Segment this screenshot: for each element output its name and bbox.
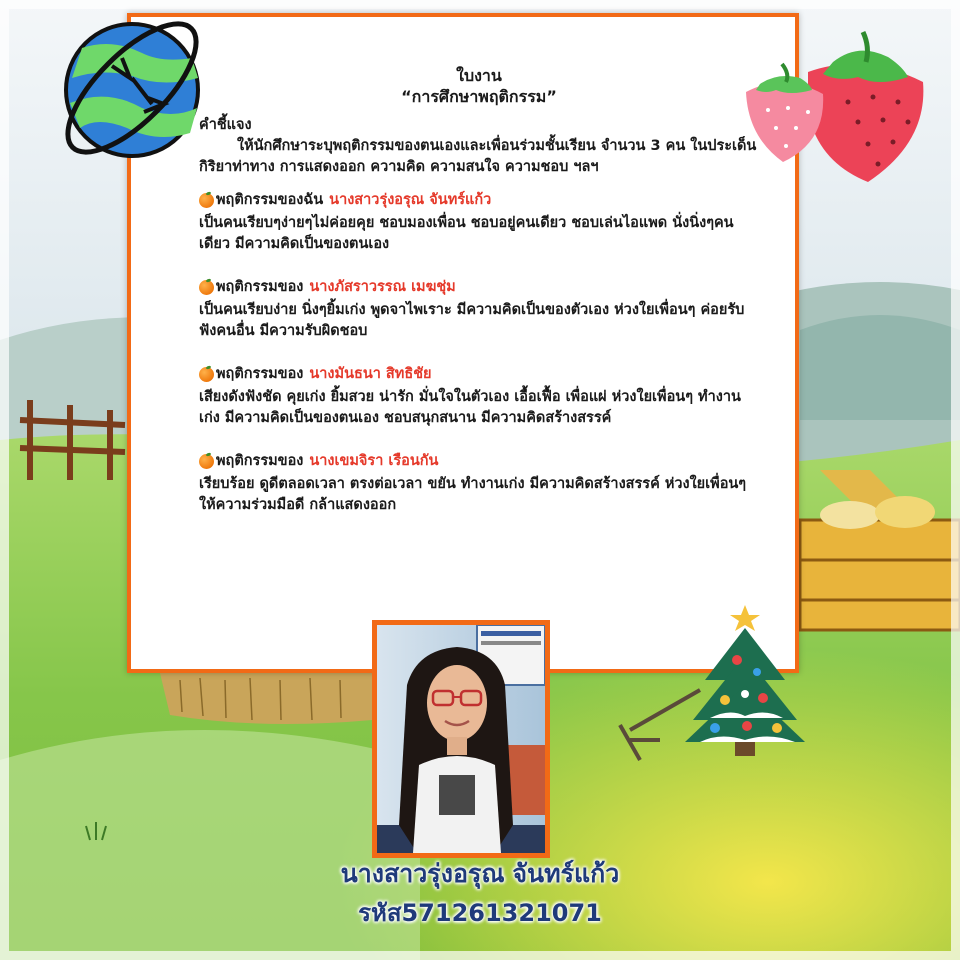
person-name: นางสาวรุ่งอรุณ จันทร์แก้ว xyxy=(329,192,492,208)
christmas-tree-icon xyxy=(685,600,810,760)
person-name: นางมันธนา สิทธิชัย xyxy=(309,366,432,382)
behavior-block xyxy=(199,190,759,255)
behavior-block xyxy=(199,364,759,429)
worksheet-title: ใบงาน xyxy=(456,66,502,85)
instructions-body: ให้นักศึกษาระบุพฤติกรรมของตนเองและเพื่อนร่วมชั้นเรียน จำนวน 3 คน ในประเด็นกิริยาท่าทาง การแสดงออก ความคิด ความสนใจ ความชอบ ฯลฯ xyxy=(199,138,757,175)
behavior-heading xyxy=(199,364,759,385)
behavior-description: เสียงดังฟังชัด คุยเก่ง ยิ้มสวย น่ารัก มั่นใจในตัวเอง เอื้อเฟื้อ เพื่อแผ่ ห่วงใยเพื่อนๆ ทำงานเก่ง มีความคิดเป็นของตนเอง ชอบสนุกสนาน มีความคิดสร้างสรรค์ xyxy=(199,389,741,426)
portrait-frame xyxy=(372,620,550,858)
behavior-heading xyxy=(199,190,759,211)
behavior-heading xyxy=(199,277,759,298)
worksheet-card xyxy=(127,13,799,673)
orange-fruit-icon xyxy=(199,454,214,469)
behavior-description: เรียบร้อย ดูดีตลอดเวลา ตรงต่อเวลา ขยัน ทำงานเก่ง มีความคิดสร้างสรรค์ ห่วงใยเพื่อนๆ ให้ความร่วมมือดี กล้าแสดงออก xyxy=(199,476,747,513)
behavior-heading xyxy=(199,451,759,472)
behavior-block xyxy=(199,277,759,342)
orange-fruit-icon xyxy=(199,280,214,295)
orange-fruit-icon xyxy=(199,367,214,382)
worksheet-text xyxy=(199,65,759,516)
person-name: นางภัสราวรรณ เมฆชุ่ม xyxy=(309,279,456,295)
person-name: นางเขมจิรา เรือนกัน xyxy=(309,453,439,469)
behavior-block xyxy=(199,451,759,516)
behavior-prefix: พฤติกรรมของ xyxy=(216,366,304,382)
caption-name: นางสาวรุ่งอรุณ จันทร์แก้ว xyxy=(340,859,620,888)
behavior-prefix: พฤติกรรมของฉัน xyxy=(216,192,324,208)
planet-icon xyxy=(52,8,212,168)
behavior-description: เป็นคนเรียบง่าย นิ่งๆยิ้มเก่ง พูดจาไพเราะ มีความคิดเป็นของตัวเอง ห่วงใยเพื่อนๆ ค่อยรับฟังคนอื่น มีความรับผิดชอบ xyxy=(199,302,745,339)
behavior-prefix: พฤติกรรมของ xyxy=(216,279,304,295)
behavior-description: เป็นคนเรียบๆง่ายๆไม่ค่อยคุย ชอบมองเพื่อน ชอบอยู่คนเดียว ชอบเล่นไอแพด นั่งนิ่งๆคนเดียว มีความคิดเป็นของตนเอง xyxy=(199,215,734,252)
portrait-photo xyxy=(377,625,545,853)
instructions-heading: คำชี้แจง xyxy=(199,117,252,133)
strawberry-icon xyxy=(738,22,928,192)
orange-fruit-icon xyxy=(199,193,214,208)
worksheet-subtitle: “การศึกษาพฤติกรรม” xyxy=(401,87,557,106)
behavior-prefix: พฤติกรรมของ xyxy=(216,453,304,469)
student-code: รหัส571261321071 xyxy=(358,899,602,927)
